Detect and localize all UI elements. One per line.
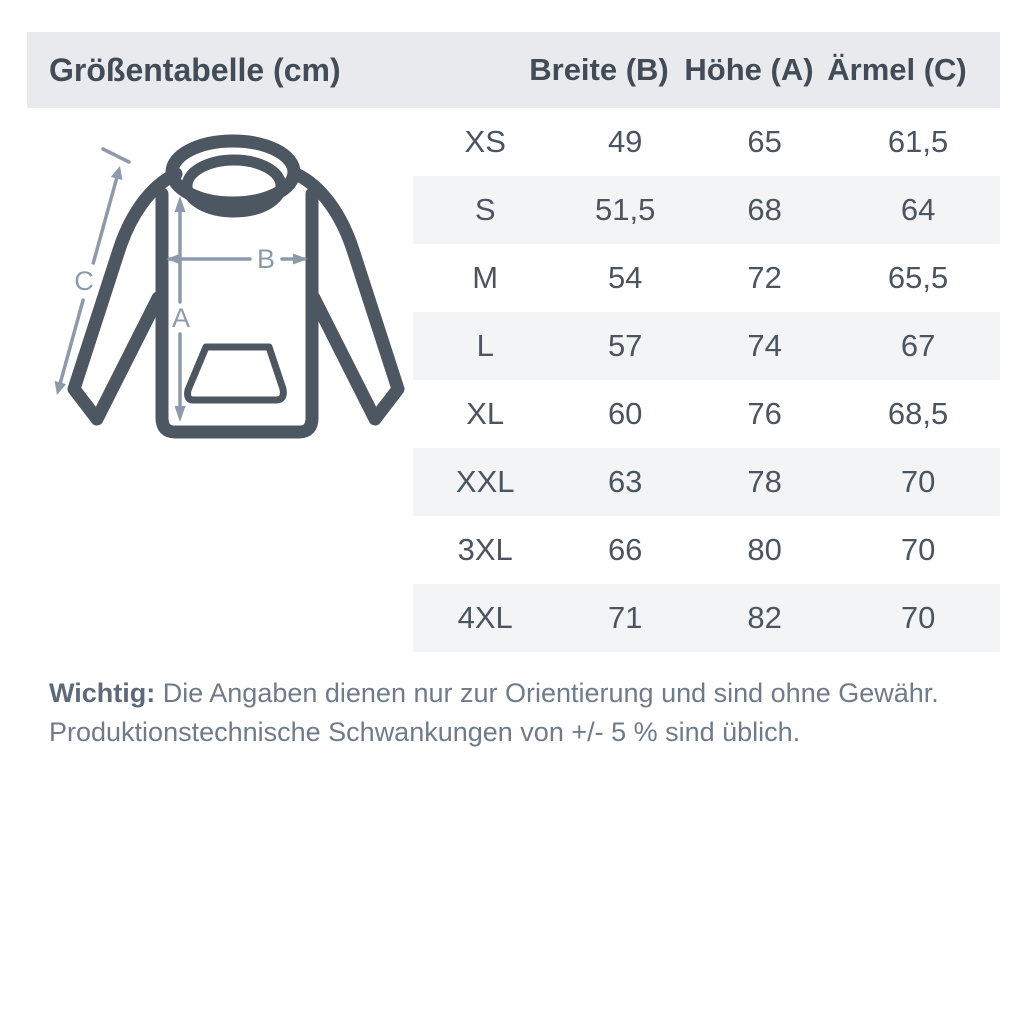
disclaimer-line-1 <box>49 674 999 713</box>
breite-cell: 66 <box>607 532 643 567</box>
size-cell: 3XL <box>457 532 513 567</box>
breite-cell: 51,5 <box>595 192 656 227</box>
size-cell: L <box>476 328 494 363</box>
disclaimer-label: Wichtig: <box>49 678 156 708</box>
disclaimer-text-1: Die Angaben dienen nur zur Orientierung und sind ohne Gewähr. <box>162 678 939 708</box>
aermel-cell: 70 <box>900 600 936 635</box>
aermel-cell: 70 <box>900 532 936 567</box>
breite-cell: 49 <box>607 124 643 159</box>
aermel-cell: 61,5 <box>887 124 949 159</box>
hoehe-cell: 76 <box>747 396 782 431</box>
aermel-cell: 68,5 <box>887 396 949 431</box>
hoehe-cell: 72 <box>747 260 782 295</box>
breite-cell: 63 <box>607 464 643 499</box>
aermel-cell: 65,5 <box>887 260 949 295</box>
measure-label-b: B <box>256 244 276 274</box>
column-header-aermel: Ärmel (C) <box>827 52 967 87</box>
breite-cell: 71 <box>607 600 643 635</box>
hoehe-cell: 65 <box>747 124 782 159</box>
table-row <box>413 176 1000 244</box>
table-row <box>413 448 1000 516</box>
aermel-cell: 70 <box>900 464 936 499</box>
table-header-bar <box>27 32 1000 108</box>
measure-label-c: C <box>74 266 94 296</box>
page-title: Größentabelle (cm) <box>49 52 341 88</box>
measure-label-a: A <box>171 303 191 333</box>
hoehe-cell: 78 <box>747 464 782 499</box>
breite-cell: 57 <box>607 328 643 363</box>
aermel-cell: 64 <box>900 192 936 227</box>
size-cell: 4XL <box>457 600 513 635</box>
column-header-hoehe: Höhe (A) <box>684 52 814 87</box>
size-cell: XL <box>466 396 505 431</box>
table-row <box>413 516 1000 584</box>
hoehe-cell: 68 <box>747 192 782 227</box>
table-row <box>413 108 1000 176</box>
hoehe-cell: 80 <box>747 532 782 567</box>
measure-arrow-b <box>166 254 308 265</box>
hoehe-cell: 74 <box>747 328 782 363</box>
hoehe-cell: 82 <box>747 600 782 635</box>
sleeve-tick-mark <box>103 149 129 162</box>
aermel-cell: 67 <box>900 328 936 363</box>
size-cell: XS <box>464 124 506 159</box>
size-cell: S <box>474 192 496 227</box>
table-row <box>413 380 1000 448</box>
breite-cell: 60 <box>607 396 643 431</box>
hoodie-measurement-diagram <box>40 128 412 458</box>
hoodie-outline-icon <box>74 141 398 432</box>
breite-cell: 54 <box>607 260 643 295</box>
disclaimer <box>49 674 999 752</box>
table-row <box>413 312 1000 380</box>
table-row <box>413 584 1000 652</box>
table-row <box>413 244 1000 312</box>
size-cell: XXL <box>455 464 515 499</box>
size-table <box>413 108 1000 652</box>
column-header-breite: Breite (B) <box>529 52 669 87</box>
disclaimer-line-2: Produktionstechnische Schwankungen von +/- 5 % sind üblich. <box>49 717 801 747</box>
size-cell: M <box>472 260 499 295</box>
